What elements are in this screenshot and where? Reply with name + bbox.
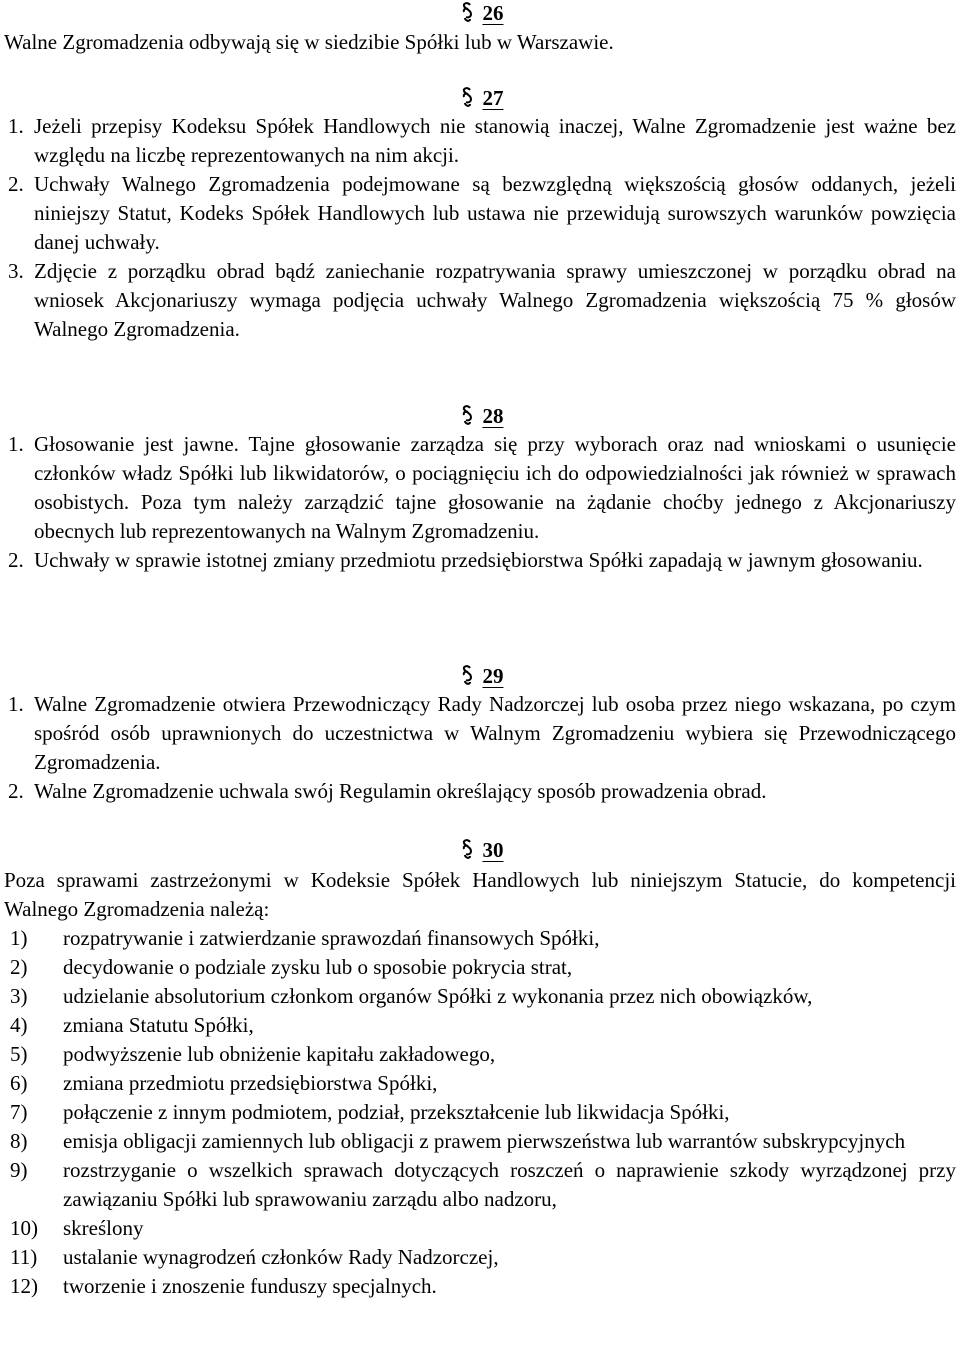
- section-26: [4, 0, 956, 54]
- item-number: 2.: [8, 548, 24, 572]
- list-item: [8, 1243, 956, 1272]
- list-item: [8, 1069, 956, 1098]
- list-item: [8, 1011, 956, 1040]
- item-number: 12): [10, 1274, 38, 1298]
- item-number: 1.: [8, 114, 24, 138]
- item-text: Głosowanie jest jawne. Tajne głosowanie zarządza się przy wyborach oraz nad wnioskami o usunięcie członków władz Spółki lub likwidatorów, o pociągnięciu ich do odpowiedzialności jak również w sprawach osobistych. Poza tym należy zarządzić tajne głosowanie na żądanie choćby jednego z Akcjonariuszy obecnych lub reprezentowanych na Walnym Zgromadzeniu.: [34, 432, 956, 543]
- item-text: rozstrzyganie o wszelkich sprawach dotyczących roszczeń o naprawienie szkody wyrządzonej przy zawiązaniu Spółki lub sprawowaniu zarządu albo nadzoru,: [63, 1158, 956, 1211]
- item-number: 9): [10, 1158, 28, 1182]
- item-text: zmiana Statutu Spółki,: [63, 1013, 254, 1037]
- section-29: [8, 663, 956, 803]
- section-intro: Poza sprawami zastrzeżonymi w Kodeksie Spółek Handlowych lub niniejszym Statucie, do kompetencji Walnego Zgromadzenia należą:: [4, 868, 956, 921]
- list-item: [8, 690, 956, 777]
- section-title: [8, 85, 956, 111]
- section-number: 27: [482, 86, 504, 110]
- list-item: [8, 924, 956, 953]
- item-number: 7): [10, 1100, 28, 1124]
- list-item: [8, 170, 956, 257]
- section-title: [8, 837, 956, 863]
- item-number: 4): [10, 1013, 28, 1037]
- section-text: Walne Zgromadzenia odbywają się w siedzibie Spółki lub w Warszawie.: [4, 30, 614, 54]
- list-item: [8, 1040, 956, 1069]
- list-item: [8, 777, 956, 806]
- section-30: [4, 837, 956, 1298]
- list-item: [8, 546, 956, 575]
- item-text: podwyższenie lub obniżenie kapitału zakładowego,: [63, 1042, 496, 1066]
- item-text: tworzenie i znoszenie funduszy specjalnych.: [63, 1274, 437, 1298]
- item-text: Jeżeli przepisy Kodeksu Spółek Handlowych nie stanowią inaczej, Walne Zgromadzenie jest ważne bez względu na liczbę reprezentowanych na nim akcji.: [34, 114, 956, 167]
- item-text: emisja obligacji zamiennych lub obligacji z prawem pierwszeństwa lub warrantów subskrypcyjnych: [63, 1129, 906, 1153]
- section-number: 28: [482, 404, 504, 428]
- paragraph-sign-icon: [461, 2, 473, 22]
- item-number: 8): [10, 1129, 28, 1153]
- item-text: decydowanie o podziale zysku lub o sposobie pokrycia strat,: [63, 955, 573, 979]
- section-27: [8, 85, 956, 341]
- paragraph-sign-icon: [461, 405, 473, 425]
- item-number: 11): [10, 1245, 38, 1269]
- item-text: Walne Zgromadzenie otwiera Przewodniczący Rady Nadzorczej lub osoba przez niego wskazana, po czym spośród osób uprawnionych do uczestnictwa w Walnym Zgromadzeniu wybiera się Przewodniczącego Zgromadzenia.: [34, 692, 956, 774]
- paragraph-sign-icon: [461, 87, 473, 107]
- item-number: 1.: [8, 432, 24, 456]
- section-title: [8, 403, 956, 429]
- section-title: [8, 663, 956, 689]
- item-text: skreślony: [63, 1216, 144, 1240]
- section-number: 29: [482, 664, 504, 688]
- list-item: [8, 112, 956, 170]
- item-number: 2.: [8, 779, 24, 803]
- section-number: 30: [482, 838, 504, 862]
- item-text: zmiana przedmiotu przedsiębiorstwa Spółki,: [63, 1071, 438, 1095]
- list-item: [8, 1127, 956, 1156]
- item-number: 2): [10, 955, 28, 979]
- item-number: 3.: [8, 259, 24, 283]
- item-number: 2.: [8, 172, 24, 196]
- section-28: [8, 403, 956, 572]
- item-text: ustalanie wynagrodzeń członków Rady Nadzorczej,: [63, 1245, 499, 1269]
- list-item: [8, 430, 956, 546]
- item-number: 3): [10, 984, 28, 1008]
- item-text: rozpatrywanie i zatwierdzanie sprawozdań finansowych Spółki,: [63, 926, 600, 950]
- item-text: Uchwały Walnego Zgromadzenia podejmowane są bezwzględną większością głosów oddanych, jeżeli niniejszy Statut, Kodeks Spółek Handlowych lub ustawa nie przewidują surowszych warunków powzięcia danej uchwały.: [34, 172, 956, 254]
- paragraph-sign-icon: [461, 665, 473, 685]
- list-item: [8, 1272, 956, 1301]
- item-number: 10): [10, 1216, 38, 1240]
- list-item: [8, 1098, 956, 1127]
- list-item: [8, 1156, 956, 1214]
- section-number: 26: [482, 1, 504, 25]
- item-text: Walne Zgromadzenie uchwala swój Regulamin określający sposób prowadzenia obrad.: [34, 779, 767, 803]
- item-number: 6): [10, 1071, 28, 1095]
- list-item: [8, 1214, 956, 1243]
- item-text: udzielanie absolutorium członkom organów Spółki z wykonania przez nich obowiązków,: [63, 984, 813, 1008]
- paragraph-sign-icon: [461, 839, 473, 859]
- list-item: [8, 953, 956, 982]
- item-text: Uchwały w sprawie istotnej zmiany przedmiotu przedsiębiorstwa Spółki zapadają w jawnym głosowaniu.: [34, 548, 923, 572]
- item-text: połączenie z innym podmiotem, podział, przekształcenie lub likwidacja Spółki,: [63, 1100, 730, 1124]
- competence-list: [8, 924, 956, 1301]
- item-text: Zdjęcie z porządku obrad bądź zaniechanie rozpatrywania sprawy umieszczonej w porządku obrad na wniosek Akcjonariuszy wymaga podjęcia uchwały Walnego Zgromadzenia większością 75 % głosów Walnego Zgromadzenia.: [34, 259, 956, 341]
- item-number: 5): [10, 1042, 28, 1066]
- item-number: 1): [10, 926, 28, 950]
- list-item: [8, 257, 956, 344]
- item-number: 1.: [8, 692, 24, 716]
- list-item: [8, 982, 956, 1011]
- section-title: [8, 0, 956, 26]
